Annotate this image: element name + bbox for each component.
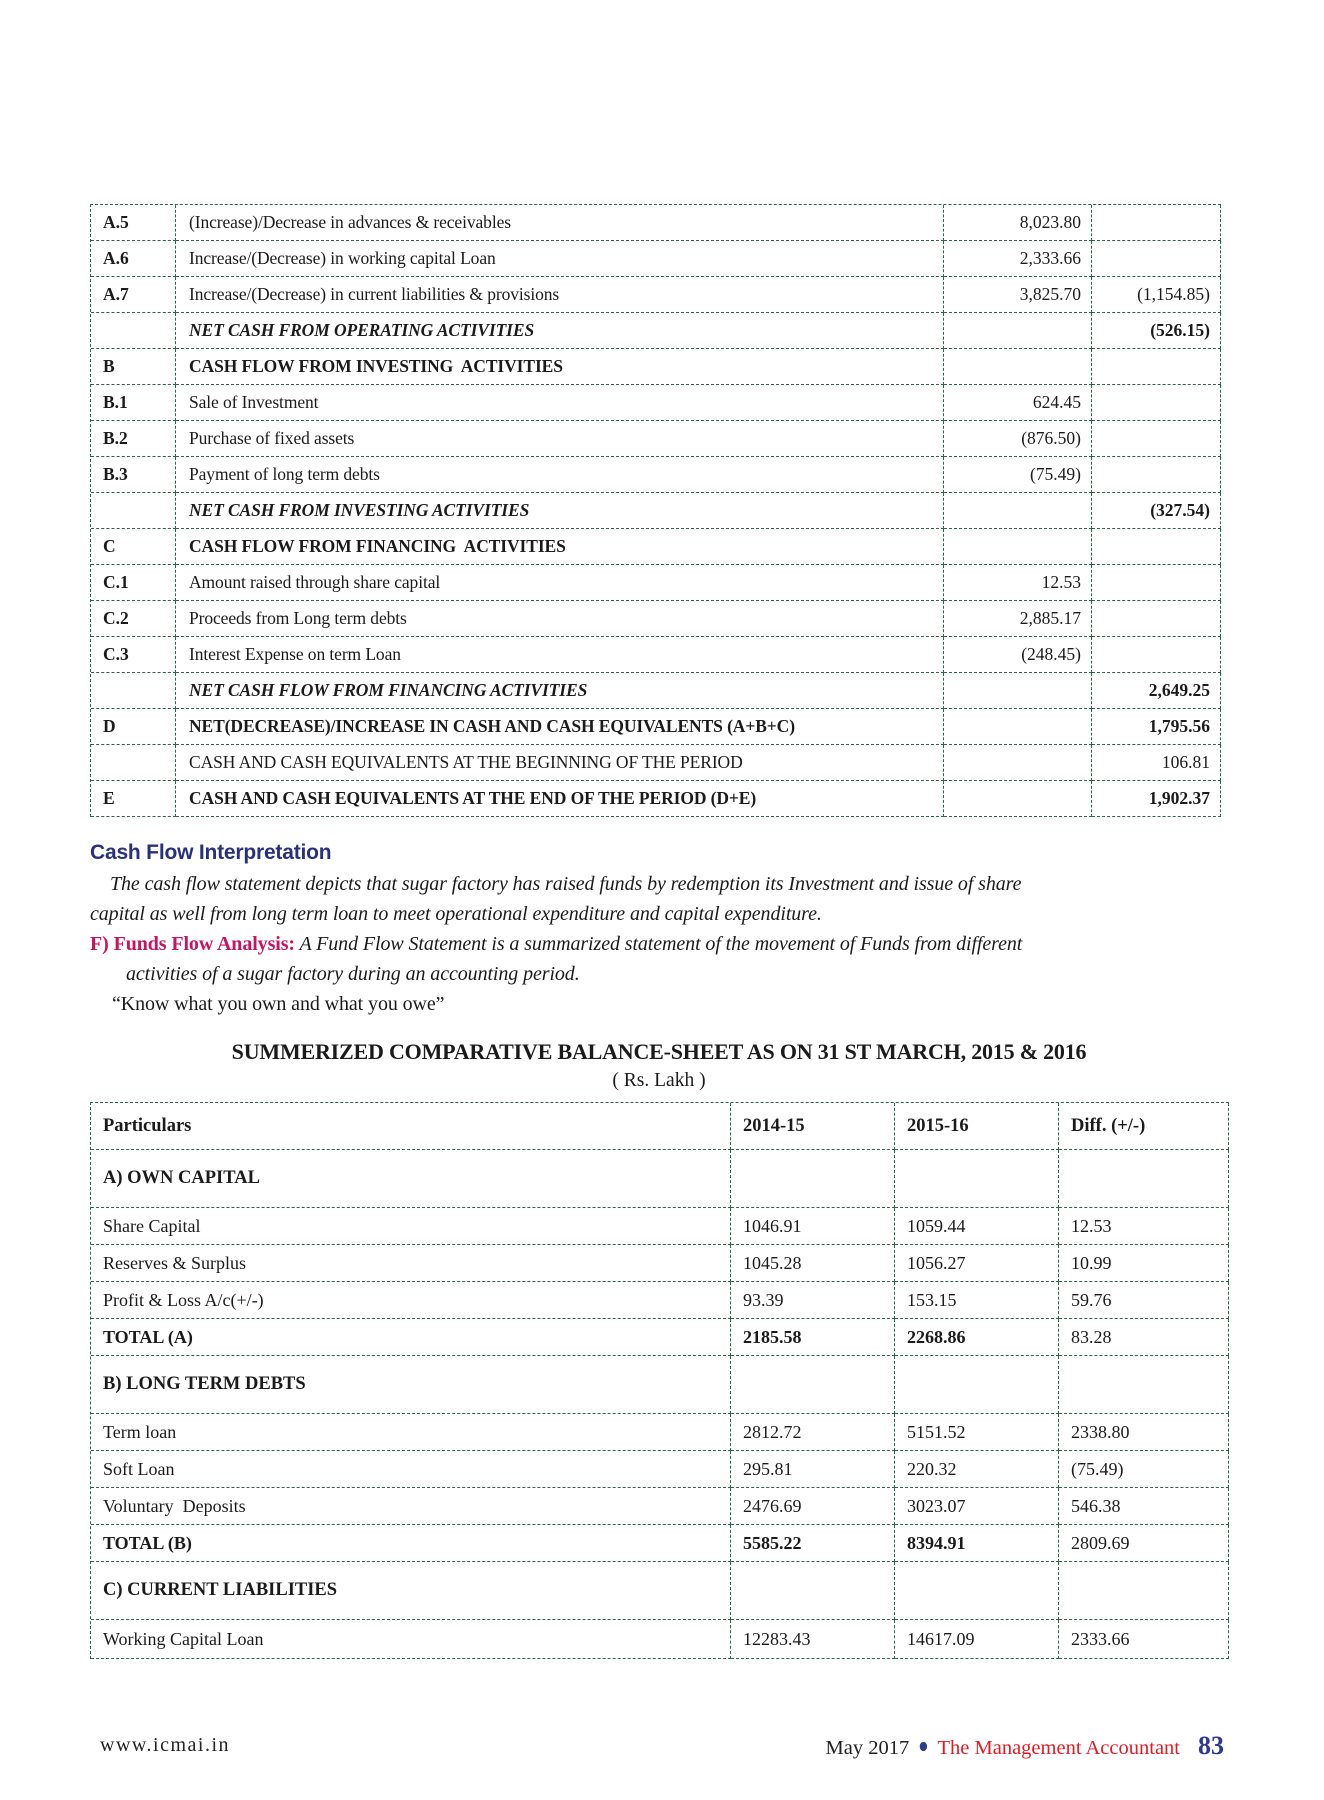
bullet-icon: ● <box>918 1733 929 1758</box>
cf-value1: (248.45) <box>944 637 1092 673</box>
interpretation-line: capital as well from long term loan to meet operational expenditure and capital expenditure. <box>90 903 822 925</box>
cf-value2 <box>1092 421 1221 457</box>
cf-value1 <box>944 313 1092 349</box>
cf-value2: 1,795.56 <box>1092 709 1221 745</box>
bs-header-diff: Diff. (+/-) <box>1059 1103 1229 1150</box>
bs-cell: 220.32 <box>895 1451 1059 1488</box>
cf-desc: Increase/(Decrease) in current liabilities & provisions <box>176 277 944 313</box>
bs-cell: 546.38 <box>1059 1488 1229 1525</box>
cf-desc: CASH FLOW FROM FINANCING ACTIVITIES <box>176 529 944 565</box>
bs-cell: 153.15 <box>895 1282 1059 1319</box>
bs-cell: 1046.91 <box>731 1208 895 1245</box>
cf-value1: (876.50) <box>944 421 1092 457</box>
bs-cell: 12283.43 <box>731 1620 895 1659</box>
bs-total-label: TOTAL (B) <box>91 1525 731 1562</box>
bs-row-label: Reserves & Surplus <box>91 1245 731 1282</box>
cf-value2: 106.81 <box>1092 745 1221 781</box>
cf-value1 <box>944 781 1092 817</box>
cash-flow-table <box>90 204 1221 817</box>
cf-value2: (1,154.85) <box>1092 277 1221 313</box>
cf-code: A.7 <box>91 277 176 313</box>
cf-code: C.3 <box>91 637 176 673</box>
footer-website: www.icmai.in <box>100 1734 231 1756</box>
footer-month: May 2017 <box>825 1737 910 1759</box>
cf-value2: 2,649.25 <box>1092 673 1221 709</box>
cf-value1: 2,885.17 <box>944 601 1092 637</box>
cf-value1 <box>944 709 1092 745</box>
bs-row-label: Voluntary Deposits <box>91 1488 731 1525</box>
cf-code: B.1 <box>91 385 176 421</box>
funds-flow-analysis-label: F) Funds Flow Analysis: <box>90 933 295 955</box>
bs-cell: 2809.69 <box>1059 1525 1229 1562</box>
cash-flow-interpretation-heading: Cash Flow Interpretation <box>90 841 332 864</box>
bs-cell: 2338.80 <box>1059 1414 1229 1451</box>
bs-cell: 1056.27 <box>895 1245 1059 1282</box>
bs-row-label: Share Capital <box>91 1208 731 1245</box>
balance-sheet-table <box>90 1102 1229 1659</box>
cf-code: C.2 <box>91 601 176 637</box>
bs-section-label: A) OWN CAPITAL <box>91 1150 731 1208</box>
balance-sheet-title: SUMMERIZED COMPARATIVE BALANCE-SHEET AS ON 31 ST MARCH, 2015 & 2016 <box>231 1039 1087 1064</box>
cf-desc: Payment of long term debts <box>176 457 944 493</box>
cf-desc: NET CASH FROM OPERATING ACTIVITIES <box>176 313 944 349</box>
bs-cell <box>731 1356 895 1414</box>
cf-value2: (526.15) <box>1092 313 1221 349</box>
cf-code: B.3 <box>91 457 176 493</box>
cf-value1: 2,333.66 <box>944 241 1092 277</box>
bs-header-2015-16: 2015-16 <box>895 1103 1059 1150</box>
cf-code <box>91 745 176 781</box>
bs-row-label: Profit & Loss A/c(+/-) <box>91 1282 731 1319</box>
cf-desc: NET CASH FROM INVESTING ACTIVITIES <box>176 493 944 529</box>
bs-cell: 12.53 <box>1059 1208 1229 1245</box>
bs-section-label: C) CURRENT LIABILITIES <box>91 1562 731 1620</box>
bs-cell: 2476.69 <box>731 1488 895 1525</box>
cf-desc: CASH AND CASH EQUIVALENTS AT THE BEGINNING OF THE PERIOD <box>176 745 944 781</box>
quote-line: “Know what you own and what you owe” <box>112 993 445 1015</box>
cf-value2 <box>1092 637 1221 673</box>
cf-code: C <box>91 529 176 565</box>
cf-code <box>91 673 176 709</box>
cf-desc: CASH AND CASH EQUIVALENTS AT THE END OF THE PERIOD (D+E) <box>176 781 944 817</box>
cf-code <box>91 313 176 349</box>
cf-value2 <box>1092 205 1221 241</box>
cf-value1 <box>944 349 1092 385</box>
bs-row-label: Term loan <box>91 1414 731 1451</box>
cf-value1 <box>944 673 1092 709</box>
interpretation-paragraph <box>90 869 1250 1019</box>
bs-cell: 3023.07 <box>895 1488 1059 1525</box>
funds-flow-analysis-text: A Fund Flow Statement is a summarized statement of the movement of Funds from different <box>294 933 1023 955</box>
bs-total-label: TOTAL (A) <box>91 1319 731 1356</box>
cf-value1 <box>944 493 1092 529</box>
bs-cell: 2185.58 <box>731 1319 895 1356</box>
cf-desc: Proceeds from Long term debts <box>176 601 944 637</box>
bs-cell <box>1059 1356 1229 1414</box>
bs-cell: (75.49) <box>1059 1451 1229 1488</box>
funds-flow-analysis-line: activities of a sugar factory during an accounting period. <box>126 963 580 985</box>
bs-cell: 93.39 <box>731 1282 895 1319</box>
funds-flow-analysis-line <box>90 929 1250 959</box>
bs-cell <box>1059 1150 1229 1208</box>
bs-cell: 14617.09 <box>895 1620 1059 1659</box>
footer-journal-name: The Management Accountant <box>937 1737 1180 1759</box>
bs-cell: 2268.86 <box>895 1319 1059 1356</box>
footer-right <box>826 1731 1224 1761</box>
cf-code: A.6 <box>91 241 176 277</box>
bs-header-2014-15: 2014-15 <box>731 1103 895 1150</box>
cf-desc: Increase/(Decrease) in working capital Loan <box>176 241 944 277</box>
bs-cell: 2333.66 <box>1059 1620 1229 1659</box>
bs-cell: 295.81 <box>731 1451 895 1488</box>
cf-desc: CASH FLOW FROM INVESTING ACTIVITIES <box>176 349 944 385</box>
cf-desc: Interest Expense on term Loan <box>176 637 944 673</box>
bs-cell <box>1059 1562 1229 1620</box>
cf-value2: 1,902.37 <box>1092 781 1221 817</box>
cf-value2 <box>1092 385 1221 421</box>
cf-code: C.1 <box>91 565 176 601</box>
cf-value1: (75.49) <box>944 457 1092 493</box>
cf-desc: Purchase of fixed assets <box>176 421 944 457</box>
balance-sheet-unit: ( Rs. Lakh ) <box>612 1070 706 1091</box>
cf-code: E <box>91 781 176 817</box>
bs-cell: 1059.44 <box>895 1208 1059 1245</box>
bs-cell: 5585.22 <box>731 1525 895 1562</box>
cf-value1: 8,023.80 <box>944 205 1092 241</box>
cf-value1: 3,825.70 <box>944 277 1092 313</box>
cf-value1: 12.53 <box>944 565 1092 601</box>
cf-code <box>91 493 176 529</box>
cf-value2 <box>1092 457 1221 493</box>
cf-value2 <box>1092 241 1221 277</box>
cf-value1: 624.45 <box>944 385 1092 421</box>
bs-cell: 5151.52 <box>895 1414 1059 1451</box>
footer-page-number: 83 <box>1198 1731 1224 1760</box>
interpretation-line: The cash flow statement depicts that sugar factory has raised funds by redemption its Investment and issue of share <box>110 873 1022 895</box>
bs-cell <box>731 1150 895 1208</box>
bs-row-label: Working Capital Loan <box>91 1620 731 1659</box>
bs-header-particulars: Particulars <box>91 1103 731 1150</box>
bs-section-label: B) LONG TERM DEBTS <box>91 1356 731 1414</box>
bs-row-label: Soft Loan <box>91 1451 731 1488</box>
bs-cell <box>895 1562 1059 1620</box>
cf-value2 <box>1092 565 1221 601</box>
cf-code: B <box>91 349 176 385</box>
cf-desc: NET(DECREASE)/INCREASE IN CASH AND CASH EQUIVALENTS (A+B+C) <box>176 709 944 745</box>
bs-cell: 83.28 <box>1059 1319 1229 1356</box>
bs-cell: 59.76 <box>1059 1282 1229 1319</box>
cf-desc: Sale of Investment <box>176 385 944 421</box>
cf-value2 <box>1092 601 1221 637</box>
cf-desc: (Increase)/Decrease in advances & receivables <box>176 205 944 241</box>
cf-desc: NET CASH FLOW FROM FINANCING ACTIVITIES <box>176 673 944 709</box>
cf-desc: Amount raised through share capital <box>176 565 944 601</box>
cf-value2 <box>1092 529 1221 565</box>
cf-code: A.5 <box>91 205 176 241</box>
bs-cell <box>731 1562 895 1620</box>
bs-cell: 1045.28 <box>731 1245 895 1282</box>
bs-cell: 2812.72 <box>731 1414 895 1451</box>
bs-cell <box>895 1150 1059 1208</box>
cf-value2 <box>1092 349 1221 385</box>
cf-code: B.2 <box>91 421 176 457</box>
cf-value2: (327.54) <box>1092 493 1221 529</box>
cf-value1 <box>944 745 1092 781</box>
cf-code: D <box>91 709 176 745</box>
bs-cell: 8394.91 <box>895 1525 1059 1562</box>
cf-value1 <box>944 529 1092 565</box>
bs-cell <box>895 1356 1059 1414</box>
bs-cell: 10.99 <box>1059 1245 1229 1282</box>
